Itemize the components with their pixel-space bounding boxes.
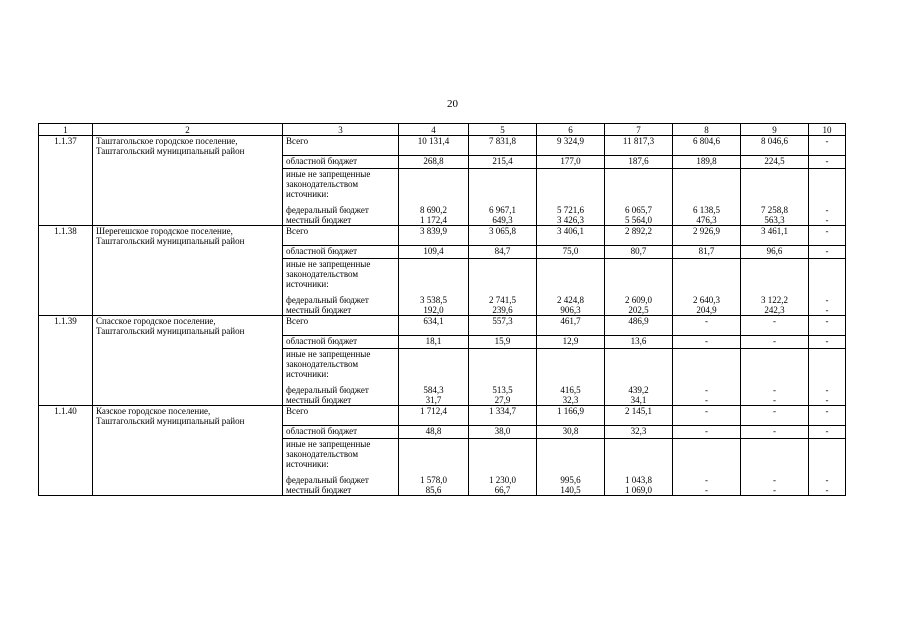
cell-federal: 1 578,0 — [420, 475, 447, 485]
row-label-total: Всего — [283, 406, 399, 426]
row-label-total: Всего — [283, 136, 399, 156]
cell-sources — [605, 439, 673, 496]
cell-sources — [469, 169, 537, 226]
cell-federal: 3 122,2 — [761, 295, 788, 305]
column-header: 9 — [741, 124, 809, 136]
cell-local: 1 172,4 — [420, 215, 447, 225]
cell-sources — [469, 349, 537, 406]
cell-regional: 80,7 — [605, 246, 673, 259]
cell-regional: 224,5 — [741, 156, 809, 169]
row-label-other-sources — [283, 259, 399, 316]
column-header: 6 — [537, 124, 605, 136]
municipality-name-line2: Таштагольский муниципальный район — [96, 236, 245, 246]
cell-total: - — [673, 406, 741, 426]
cell-sources — [673, 439, 741, 496]
cell-total: 11 817,3 — [605, 136, 673, 156]
municipality-name — [93, 226, 283, 316]
cell-sources — [537, 349, 605, 406]
row-label-line: законодательством — [286, 359, 359, 369]
cell-regional: 38,0 — [469, 426, 537, 439]
cell-local: 906,3 — [560, 305, 581, 315]
cell-regional: - — [673, 426, 741, 439]
cell-regional: 187,6 — [605, 156, 673, 169]
cell-total: 2 926,9 — [673, 226, 741, 246]
cell-federal: 1 230,0 — [489, 475, 516, 485]
cell-total: 10 131,4 — [399, 136, 469, 156]
cell-local: - — [825, 215, 829, 225]
column-header: 8 — [673, 124, 741, 136]
cell-regional: 18,1 — [399, 336, 469, 349]
cell-regional: 32,3 — [605, 426, 673, 439]
row-label-line: иные не запрещенные — [286, 259, 371, 269]
cell-sources — [809, 439, 846, 496]
column-header: 4 — [399, 124, 469, 136]
cell-regional: - — [741, 336, 809, 349]
cell-total: 1 712,4 — [399, 406, 469, 426]
cell-regional: 177,0 — [537, 156, 605, 169]
cell-sources — [741, 349, 809, 406]
cell-federal: - — [773, 385, 776, 395]
cell-local: 27,9 — [494, 395, 511, 405]
row-label-line: законодательством — [286, 449, 359, 459]
cell-local: - — [705, 395, 708, 405]
cell-local: - — [773, 485, 776, 495]
cell-regional: 96,6 — [741, 246, 809, 259]
cell-regional: - — [673, 336, 741, 349]
row-label-federal: федеральный бюджет — [286, 295, 369, 305]
cell-federal: 2 424,8 — [557, 295, 584, 305]
cell-total: - — [741, 316, 809, 336]
municipality-name — [93, 406, 283, 496]
cell-regional: - — [741, 426, 809, 439]
cell-total: 3 461,1 — [741, 226, 809, 246]
cell-total: 3 406,1 — [537, 226, 605, 246]
cell-sources — [673, 349, 741, 406]
row-label-line: иные не запрещенные — [286, 349, 371, 359]
row-label-line: законодательством — [286, 269, 359, 279]
row-label-local: местный бюджет — [286, 215, 352, 225]
cell-federal: 1 043,8 — [625, 475, 652, 485]
cell-federal: 7 258,8 — [761, 205, 788, 215]
cell-total: 6 804,6 — [673, 136, 741, 156]
municipality-name-line2: Таштагольский муниципальный район — [96, 146, 245, 156]
cell-local: 85,6 — [425, 485, 442, 495]
cell-total: - — [741, 406, 809, 426]
row-id: 1.1.37 — [39, 136, 93, 226]
cell-regional: 215,4 — [469, 156, 537, 169]
row-id: 1.1.40 — [39, 406, 93, 496]
cell-total: 486,9 — [605, 316, 673, 336]
cell-regional: 268,8 — [399, 156, 469, 169]
cell-local: - — [773, 395, 776, 405]
cell-regional: 75,0 — [537, 246, 605, 259]
cell-total: - — [809, 316, 846, 336]
row-label-federal: федеральный бюджет — [286, 205, 369, 215]
row-label-regional: областной бюджет — [283, 426, 399, 439]
cell-sources — [809, 349, 846, 406]
table-row-total — [39, 406, 846, 426]
row-label-line: источники: — [286, 459, 329, 469]
row-label-line: иные не запрещенные — [286, 169, 371, 179]
cell-sources — [399, 259, 469, 316]
row-label-regional: областной бюджет — [283, 156, 399, 169]
cell-local: 140,5 — [560, 485, 581, 495]
table-row-total — [39, 316, 846, 336]
column-header: 2 — [93, 124, 283, 136]
cell-sources — [809, 169, 846, 226]
cell-regional: 12,9 — [537, 336, 605, 349]
cell-regional: - — [809, 336, 846, 349]
cell-local: 34,1 — [630, 395, 647, 405]
cell-local: 563,3 — [764, 215, 785, 225]
cell-local: 242,3 — [764, 305, 785, 315]
cell-local: 32,3 — [562, 395, 579, 405]
cell-sources — [537, 439, 605, 496]
cell-regional: 84,7 — [469, 246, 537, 259]
cell-sources — [537, 259, 605, 316]
cell-total: 2 892,2 — [605, 226, 673, 246]
cell-sources — [673, 259, 741, 316]
cell-local: 1 069,0 — [625, 485, 652, 495]
cell-federal: 3 538,5 — [420, 295, 447, 305]
row-label-other-sources — [283, 169, 399, 226]
cell-federal: - — [825, 295, 829, 305]
cell-total: 3 839,9 — [399, 226, 469, 246]
cell-local: 192,0 — [423, 305, 444, 315]
cell-federal: - — [825, 385, 829, 395]
cell-federal: - — [705, 475, 708, 485]
row-label-regional: областной бюджет — [283, 336, 399, 349]
column-header: 10 — [809, 124, 846, 136]
municipality-name-line1: Спасское городское поселение, — [96, 316, 216, 326]
municipality-name — [93, 316, 283, 406]
cell-local: 476,3 — [696, 215, 717, 225]
row-label-local: местный бюджет — [286, 485, 352, 495]
cell-federal: 439,2 — [628, 385, 649, 395]
cell-local: 204,9 — [696, 305, 717, 315]
row-label-other-sources — [283, 439, 399, 496]
cell-local: 31,7 — [425, 395, 442, 405]
cell-total: 634,1 — [399, 316, 469, 336]
budget-table — [38, 123, 846, 496]
header-row — [39, 124, 846, 136]
cell-federal: 6 967,1 — [489, 205, 516, 215]
cell-federal: 6 065,7 — [625, 205, 652, 215]
cell-federal: 995,6 — [560, 475, 581, 485]
cell-sources — [809, 259, 846, 316]
cell-total: - — [673, 316, 741, 336]
cell-total: 461,7 — [537, 316, 605, 336]
cell-federal: 416,5 — [560, 385, 581, 395]
cell-total: 3 065,8 — [469, 226, 537, 246]
page-number: 20 — [447, 98, 458, 110]
cell-total: 557,3 — [469, 316, 537, 336]
cell-total: 1 166,9 — [537, 406, 605, 426]
cell-total: 1 334,7 — [469, 406, 537, 426]
cell-regional: 13,6 — [605, 336, 673, 349]
cell-regional: 81,7 — [673, 246, 741, 259]
cell-local: 202,5 — [628, 305, 649, 315]
row-label-local: местный бюджет — [286, 305, 352, 315]
cell-federal: 2 640,3 — [693, 295, 720, 305]
cell-regional: 30,8 — [537, 426, 605, 439]
cell-sources — [537, 169, 605, 226]
row-label-line: источники: — [286, 369, 329, 379]
row-label-line: иные не запрещенные — [286, 439, 371, 449]
row-label-total: Всего — [283, 316, 399, 336]
table-row-total — [39, 226, 846, 246]
row-label-total: Всего — [283, 226, 399, 246]
table-row-total — [39, 136, 846, 156]
cell-federal: - — [825, 475, 829, 485]
cell-total: - — [809, 226, 846, 246]
cell-federal: - — [825, 205, 829, 215]
cell-sources — [741, 259, 809, 316]
municipality-name-line2: Таштагольский муниципальный район — [96, 326, 245, 336]
cell-total: 2 145,1 — [605, 406, 673, 426]
row-label-local: местный бюджет — [286, 395, 352, 405]
cell-regional: - — [809, 246, 846, 259]
cell-federal: - — [773, 475, 776, 485]
row-label-line: законодательством — [286, 179, 359, 189]
cell-sources — [605, 349, 673, 406]
cell-local: - — [825, 395, 829, 405]
cell-sources — [605, 169, 673, 226]
cell-sources — [741, 439, 809, 496]
cell-regional: - — [809, 156, 846, 169]
municipality-name-line1: Казское городское поселение, — [96, 406, 211, 416]
column-header: 7 — [605, 124, 673, 136]
cell-local: 239,6 — [492, 305, 513, 315]
cell-regional: - — [809, 426, 846, 439]
municipality-name-line1: Шерегешское городское поселение, — [96, 226, 233, 236]
cell-total: 7 831,8 — [469, 136, 537, 156]
column-header: 5 — [469, 124, 537, 136]
cell-local: 5 564,0 — [625, 215, 652, 225]
row-label-line: источники: — [286, 189, 329, 199]
municipality-name-line2: Таштагольский муниципальный район — [96, 416, 245, 426]
row-label-line: источники: — [286, 279, 329, 289]
row-label-other-sources — [283, 349, 399, 406]
cell-total: 9 324,9 — [537, 136, 605, 156]
cell-sources — [469, 439, 537, 496]
row-label-federal: федеральный бюджет — [286, 385, 369, 395]
row-id: 1.1.38 — [39, 226, 93, 316]
cell-local: 649,3 — [492, 215, 513, 225]
cell-regional: 48,8 — [399, 426, 469, 439]
cell-federal: 584,3 — [423, 385, 444, 395]
cell-sources — [605, 259, 673, 316]
cell-federal: 2 609,0 — [625, 295, 652, 305]
cell-federal: 513,5 — [492, 385, 513, 395]
column-header: 1 — [39, 124, 93, 136]
cell-sources — [469, 259, 537, 316]
cell-total: - — [809, 136, 846, 156]
cell-total: - — [809, 406, 846, 426]
cell-local: - — [825, 485, 829, 495]
cell-federal: 8 690,2 — [420, 205, 447, 215]
row-label-federal: федеральный бюджет — [286, 475, 369, 485]
cell-sources — [399, 439, 469, 496]
cell-total: 8 046,6 — [741, 136, 809, 156]
municipality-name-line1: Таштагольское городское поселение, — [96, 136, 238, 146]
cell-sources — [741, 169, 809, 226]
cell-sources — [399, 169, 469, 226]
municipality-name — [93, 136, 283, 226]
cell-federal: 5 721,6 — [557, 205, 584, 215]
row-id: 1.1.39 — [39, 316, 93, 406]
cell-local: 66,7 — [494, 485, 511, 495]
cell-federal: 2 741,5 — [489, 295, 516, 305]
cell-regional: 109,4 — [399, 246, 469, 259]
cell-regional: 189,8 — [673, 156, 741, 169]
cell-local: - — [825, 305, 829, 315]
cell-local: - — [705, 485, 708, 495]
cell-regional: 15,9 — [469, 336, 537, 349]
cell-local: 3 426,3 — [557, 215, 584, 225]
cell-federal: - — [705, 385, 708, 395]
cell-federal: 6 138,5 — [693, 205, 720, 215]
cell-sources — [399, 349, 469, 406]
column-header: 3 — [283, 124, 399, 136]
cell-sources — [673, 169, 741, 226]
row-label-regional: областной бюджет — [283, 246, 399, 259]
